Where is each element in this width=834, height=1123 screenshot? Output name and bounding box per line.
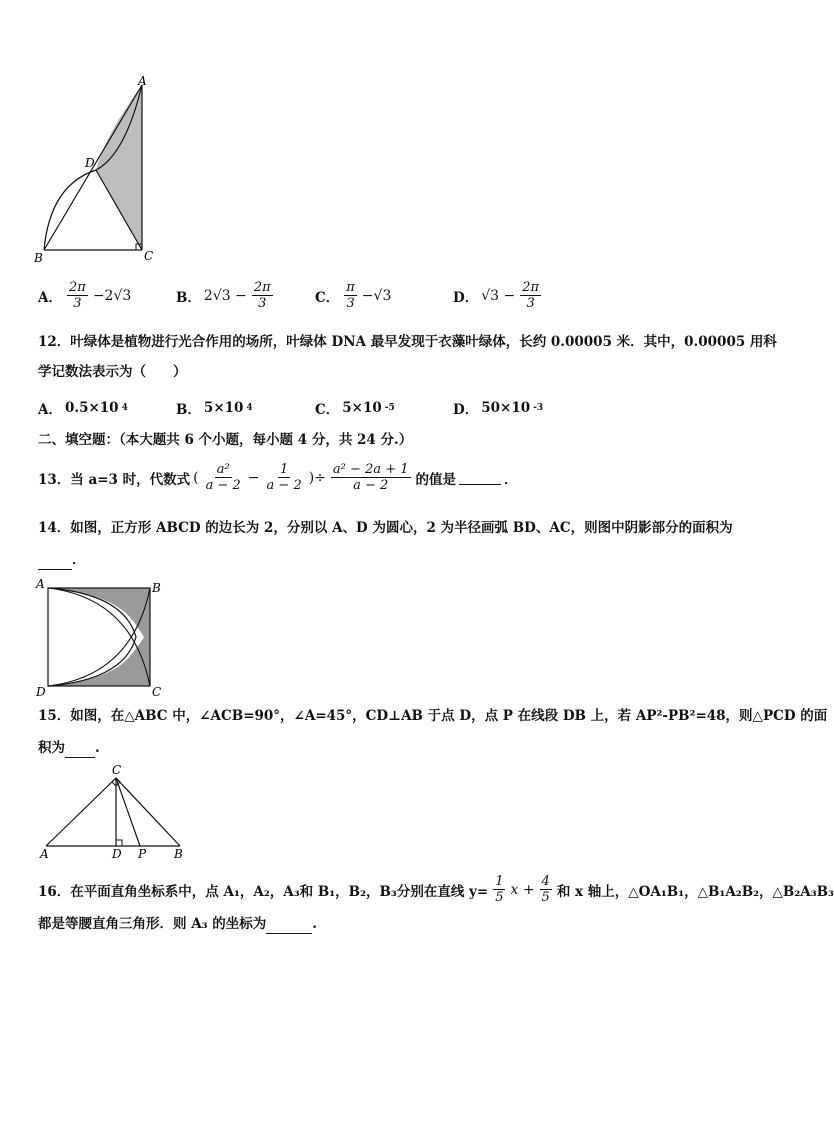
segment-AC bbox=[46, 778, 116, 846]
q16-answer-blank[interactable] bbox=[266, 919, 312, 934]
label-D: D bbox=[112, 847, 122, 861]
q11-option-d[interactable]: D． √3 − $\frac{2\pi}{3}$ bbox=[453, 280, 540, 311]
q12-option-c[interactable]: C． 5×10 -5 bbox=[315, 400, 395, 418]
label-C: C bbox=[144, 249, 154, 263]
figure-q14 bbox=[34, 578, 169, 698]
label-D: D bbox=[85, 156, 95, 170]
label-A: A bbox=[40, 847, 49, 861]
label-A: A bbox=[138, 74, 147, 88]
label-B: B bbox=[34, 251, 43, 265]
q15-line2: 积为 . bbox=[38, 740, 100, 756]
label-D: D bbox=[36, 685, 46, 699]
figure-q15 bbox=[34, 760, 194, 860]
label-A: A bbox=[36, 577, 45, 591]
q12-line1: 12．叶绿体是植物进行光合作用的场所，叶绿体 DNA 最早发现于衣藻叶绿体，长约 0.00005 米．其中，0.00005 用科 bbox=[38, 334, 777, 350]
q13-line: 13．当 a=3 时，代数式 ( $\frac{\text{a²}}{a - 2}$ − $\frac{1}{a - 2}$ )÷ $\frac{\text{a² − 2a + 1}}{a - 2}$ 的值是 ． bbox=[38, 462, 518, 493]
label-B: B bbox=[174, 847, 183, 861]
q12-option-b[interactable]: B． 5×10 4 bbox=[176, 400, 253, 418]
figure-q11 bbox=[30, 75, 170, 270]
q16-line1: 16．在平面直角坐标系中，点 A₁，A₂，A₃和 B₁，B₂，B₃分别在直线 y= $\frac{1}{5}$ x + $\frac{4}{5}$ 和 x 轴上，△OA₁B₁，△B₁A₂B₂，△B₂A₃B₃ bbox=[38, 874, 834, 905]
label-B: B bbox=[152, 581, 161, 595]
label-C: C bbox=[112, 763, 122, 777]
q13-answer-blank[interactable] bbox=[459, 470, 501, 485]
segment-BC bbox=[116, 778, 180, 846]
q11-option-a[interactable]: A． $\frac{2\pi}{3}$ −2√3 bbox=[38, 280, 132, 311]
right-angle-mark-D bbox=[116, 840, 122, 846]
q12-option-a[interactable]: A． 0.5×10 4 bbox=[38, 400, 128, 418]
label-C: C bbox=[152, 685, 162, 699]
label-P: P bbox=[138, 847, 147, 861]
section-heading-fill-blank: 二、填空题：（本大题共 6 个小题，每小题 4 分，共 24 分.） bbox=[38, 432, 413, 448]
q14-answer-blank[interactable] bbox=[38, 555, 72, 570]
q16-line2: 都是等腰直角三角形．则 A₃ 的坐标为 . bbox=[38, 916, 317, 932]
q12-line2: 学记数法表示为（ ） bbox=[38, 364, 187, 380]
segment-CP bbox=[116, 778, 140, 846]
q14-line1: 14．如图，正方形 ABCD 的边长为 2，分别以 A、D 为圆心，2 为半径画弧 BD、AC，则图中阴影部分的面积为 bbox=[38, 520, 733, 536]
q11-option-c[interactable]: C． $\frac{\pi}{3}$ −√3 bbox=[315, 280, 392, 311]
q11-option-b[interactable]: B． 2√3 − $\frac{2\pi}{3}$ bbox=[176, 280, 271, 311]
q15-answer-blank[interactable] bbox=[65, 743, 95, 758]
q14-line2: ． bbox=[38, 550, 86, 570]
q15-line1: 15．如图，在△ABC 中，∠ACB=90°，∠A=45°，CD⊥AB 于点 D，点 P 在线段 DB 上，若 AP²-PB²=48，则△PCD 的面 bbox=[38, 708, 828, 724]
q12-option-d[interactable]: D． 50×10 -3 bbox=[453, 400, 544, 418]
